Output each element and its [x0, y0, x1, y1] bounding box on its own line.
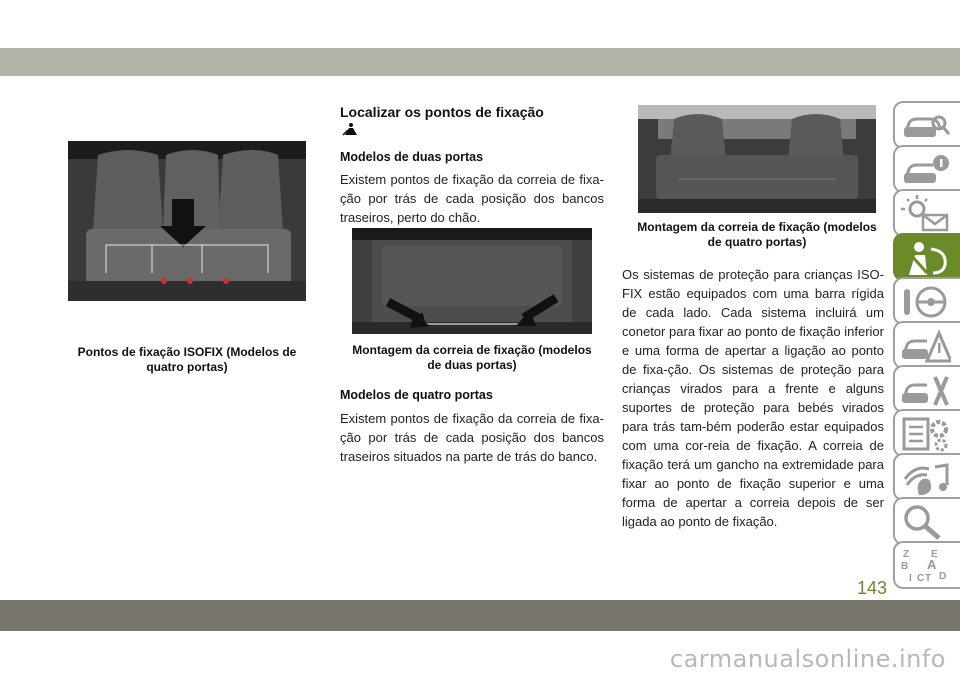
warning-light-message-icon [901, 195, 951, 233]
car-search-icon [901, 107, 951, 145]
two-door-tether-photo [352, 228, 592, 334]
roadside-warning-icon [901, 327, 951, 365]
index-letters-icon [901, 547, 951, 585]
svg-text:B: B [901, 561, 909, 572]
four-door-heading: Modelos de quatro portas [340, 388, 493, 402]
svg-text:C: C [917, 573, 925, 584]
car-info-icon [901, 151, 951, 189]
nav-tab-starting-operating[interactable] [893, 277, 960, 325]
header-bar [0, 48, 960, 76]
four-door-tether-photo [638, 105, 876, 213]
two-door-heading: Modelos de duas portas [340, 150, 484, 164]
tether-anchor-icon [342, 122, 360, 141]
two-door-caption: Montagem da correia de fixação (modelos de duas portas) [352, 343, 592, 372]
four-door-caption: Montagem da correia de fixação (modelos de quatro portas) [637, 220, 877, 249]
nav-tab-instrument-cluster[interactable] [893, 189, 960, 237]
page-number: 143 [857, 578, 888, 598]
airbag-seatbelt-icon [901, 239, 951, 277]
two-door-paragraph: Existem pontos de fixação da correia de fixa-ção por trás de cada posição dos bancos traseiros, perto do chão. [340, 172, 604, 225]
four-door-paragraph: Existem pontos de fixação da correia de fixa-ção por trás de cada posição dos bancos traseiros situados na parte de trás do banco. [340, 411, 604, 464]
nav-tab-emergencies[interactable] [893, 321, 960, 369]
svg-text:D: D [939, 571, 947, 582]
svg-text:E: E [931, 549, 938, 560]
specifications-icon [901, 415, 951, 453]
svg-text:Z: Z [903, 549, 910, 560]
nav-tab-safety[interactable] [893, 233, 960, 281]
nav-tab-search[interactable] [893, 497, 960, 545]
nav-tab-index[interactable] [893, 541, 960, 589]
isofix-seat-photo [68, 141, 306, 301]
watermark: carmanualsonline.info [669, 645, 946, 673]
nav-tab-technical-specs[interactable] [893, 409, 960, 457]
svg-text:I: I [909, 573, 912, 584]
footer-bar [0, 600, 960, 631]
nav-tab-servicing[interactable] [893, 365, 960, 413]
svg-text:A: A [927, 557, 937, 572]
svg-text:T: T [925, 573, 932, 584]
nav-tab-vehicle-overview[interactable] [893, 101, 960, 149]
section-title: Localizar os pontos de fixação [340, 104, 544, 120]
steering-wheel-icon [901, 283, 951, 321]
isofix-caption: Pontos de fixação ISOFIX (Modelos de quatro portas) [77, 345, 297, 374]
nav-tab-getting-to-know[interactable] [893, 145, 960, 193]
isofix-description-paragraph: Os sistemas de proteção para crianças ISO-FIX estão equipados com uma barra rígida de cada lado. Cada sistema incluirá um conetor para fixar ao ponto de fixação inferior e uma forma de apertar a ligação ao ponto de fixa-ção. Os sistemas de proteção para crianças virados para a frente e alguns suportes de proteção para bebés virados para trás tam-bém poderão estar equipados com uma cor-reia de fixação. A correia de fixação terá um gancho na extremidade para fixar ao ponto de fixação superior e uma forma de apertar a correia depois de ser ligada ao ponto de fixação. [622, 267, 884, 529]
car-service-tools-icon [901, 371, 951, 409]
multimedia-icon [901, 459, 951, 497]
nav-tab-multimedia[interactable] [893, 453, 960, 501]
magnifier-icon [901, 503, 951, 541]
